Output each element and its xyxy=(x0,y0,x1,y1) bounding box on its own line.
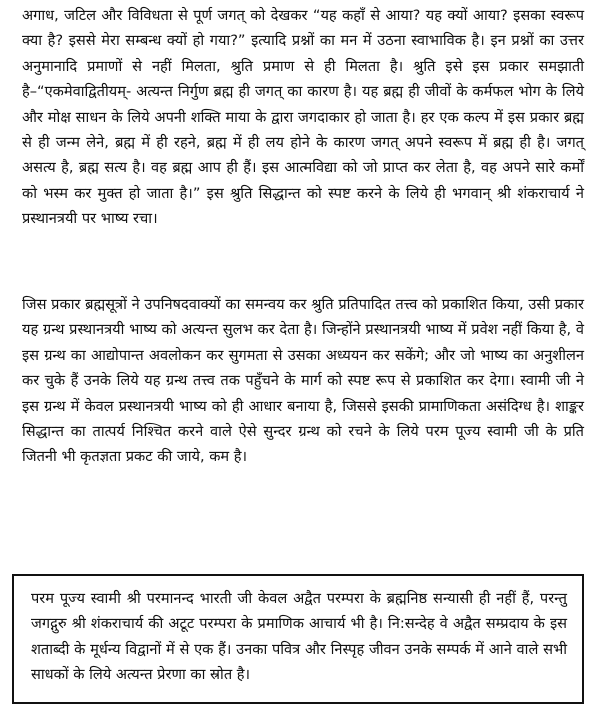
boxed-note xyxy=(12,574,584,704)
body-paragraph-2: जिस प्रकार ब्रह्मसूत्रों ने उपनिषदवाक्यों का समन्वय कर श्रुति प्रतिपादित तत्त्व को प्रकाशित किया, उसी प्रकार यह ग्रन्थ प्रस्थानत्रयी भाष्य को अत्यन्त सुलभ कर देता है। जिन्होंने प्रस्थानत्रयी भाष्य में प्रवेश नहीं किया है, वे इस ग्रन्थ का आद्योपान्त अवलोकन कर सुगमता से उसका अध्ययन कर सकेंगे; और जो भाष्य का अनुशीलन कर चुके हैं उनके लिये यह ग्रन्थ तत्त्व तक पहुँचने के मार्ग को स्पष्ट रूप से प्रकाशित कर देगा। स्वामी जी ने इस ग्रन्थ में केवल प्रस्थानत्रयी भाष्य को ही आधार बनाया है, जिससे इसकी प्रामाणिकता असंदिग्ध है। शाङ्कर सिद्धान्त का तात्पर्य निश्चित करने वाले ऐसे सुन्दर ग्रन्थ को रचने के लिये परम पूज्य स्वामी जी के प्रति जितनी भी कृतज्ञता प्रकट की जाये, कम है। xyxy=(22,296,584,466)
boxed-note-text: परम पूज्य स्वामी श्री परमानन्द भारती जी केवल अद्वैत परम्परा के ब्रह्मनिष्ठ सन्यासी ही नहीं हैं, परन्तु जगद्गुरु श्री शंकराचार्य की अटूट परम्परा के प्रमाणिक आचार्य भी है। नि:सन्देह वे अद्वैत सम्प्रदाय के इस शताब्दी के मूर्धन्य विद्वानों में से एक हैं। उनका पवित्र और निस्पृह जीवन उनके सम्पर्क में आने वाले सभी साधकों के लिये अत्यन्त प्रेरणा का स्रोत है। xyxy=(31,590,567,684)
body-paragraph-1: अगाध, जटिल और विविधता से पूर्ण जगत् को देखकर “यह कहाँ से आया? यह क्यों आया? इसका स्वरूप क्या है? इससे मेरा सम्बन्ध क्यों हो गया?” इत्यादि प्रश्नों का मन में उठना स्वाभाविक है। इन प्रश्नों का उत्तर अनुमानादि प्रमाणों से नहीं मिलता, श्रुति प्रमाण से ही मिलता है। श्रुति इसे इस प्रकार समझाती है–“एकमेवाद्वितीयम्- अत्यन्त निर्गुण ब्रह्म ही जगत् का कारण है। यह ब्रह्म ही जीवों के कर्मफल भोग के लिये और मोक्ष साधन के लिये अपनी शक्ति माया के द्वारा जगदाकार हो जाता है। हर एक कल्प में इस प्रकार ब्रह्म से ही जन्म लेने, ब्रह्म में ही रहने, ब्रह्म में ही लय होने के कारण जगत् अपने स्वरूप में ब्रह्म ही है। जगत् असत्य है, ब्रह्म सत्य है। वह ब्रह्म आप ही हैं। इस आत्मविद्या को जो प्राप्त कर लेता है, वह अपने सारे कर्मों को भस्म कर मुक्त हो जाता है।” इस श्रुति सिद्धान्त को स्पष्ट करने के लिये ही भगवान् श्री शंकराचार्य ने प्रस्थानत्रयी पर भाष्य रचा। xyxy=(22,7,584,228)
